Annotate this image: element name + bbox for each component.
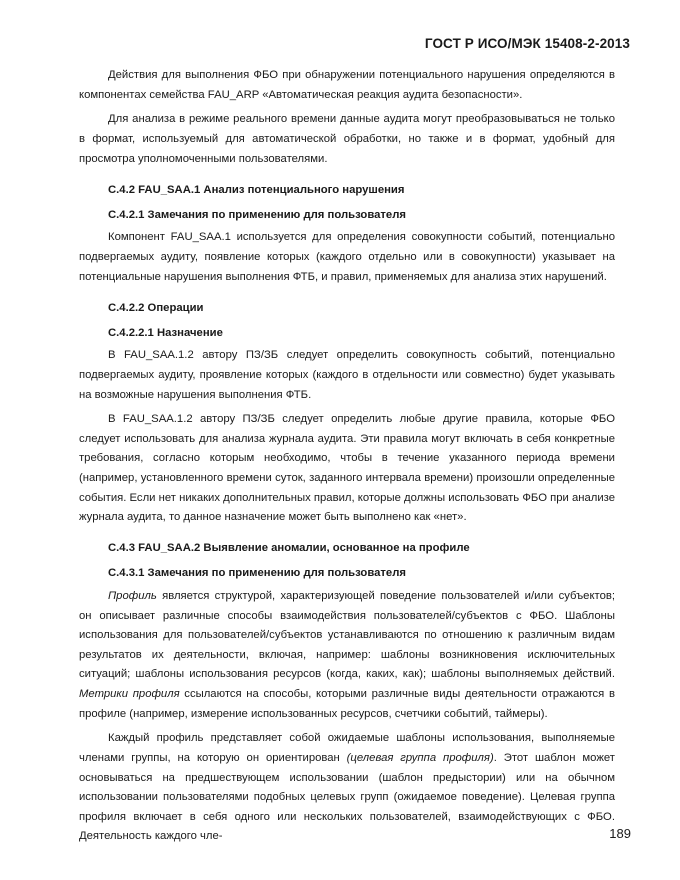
section-heading-c421: С.4.2.1 Замечания по применению для пользователя bbox=[108, 208, 406, 221]
text-target-part-b: . Этот шаблон может основываться на предшествующем использовании (шаблон предыстории) или на обычном использовании пользователями подобных целевых групп (ожидаемое поведение). Целевая группа профиля включает в себя одного или нескольких пользователей, взаимодействующих с ФБО. Деятельность каждого чле- bbox=[79, 751, 615, 843]
text-profile-part-b: ссылаются на способы, которыми различные виды деятельности отражаются в профиле (например, измерение использованных ресурсов, счетчики событий, таймеры). bbox=[79, 688, 615, 720]
paragraph-c431-target-group bbox=[79, 729, 615, 847]
paragraph-c4221-events: В FAU_SAA.1.2 автору ПЗ/ЗБ следует определить совокупность событий, потенциально подвергаемых аудиту, проявление которых (каждого в отдельности или совместно) будет указывать на возможные нарушения выполнения ФТБ. bbox=[79, 349, 615, 401]
paragraph-c431-profile bbox=[79, 587, 615, 724]
paragraph-c4221-rules: В FAU_SAA.1.2 автору ПЗ/ЗБ следует определить любые другие правила, которые ФБО следует использовать для анализа журнала аудита. Эти правила могут включать в себя конкретные требования, согласно которым необходимо, чтобы в течение указанного периода времени (например, установленного времени суток, заданного интервала времени) произошли определенные события. Если нет никаких дополнительных правил, которые должны использовать ФБО при анализе журнала аудита, то данное назначение может быть выполнено как «нет». bbox=[79, 413, 616, 524]
section-heading-c431: С.4.3.1 Замечания по применению для пользователя bbox=[108, 567, 406, 580]
term-profile: Профиль bbox=[108, 590, 157, 603]
text-target-part-a: Каждый профиль представляет собой ожидаемые шаблоны использования, выполняемые членами группы, на которую он ориентирован bbox=[79, 732, 615, 764]
page-header-standard: ГОСТ Р ИСО/МЭК 15408-2-2013 bbox=[424, 36, 630, 51]
section-heading-c42: С.4.2 FAU_SAA.1 Анализ потенциального нарушения bbox=[108, 183, 405, 196]
paragraph-fau-arp: Действия для выполнения ФБО при обнаружении потенциального нарушения определяются в компонентах семейства FAU_ARP «Автоматическая реакция аудита безопасности». bbox=[79, 69, 615, 101]
document-body bbox=[79, 66, 615, 847]
paragraph-c421: Компонент FAU_SAA.1 используется для определения совокупности событий, потенциально подвергаемых аудиту, появление которых (каждого отдельно или в совокупности) указывает на потенциальные нарушения выполнения ФТБ, и правил, применяемых для анализа этих нарушений. bbox=[79, 231, 615, 283]
page-number: 189 bbox=[609, 826, 631, 841]
section-heading-c422: С.4.2.2 Операции bbox=[108, 301, 204, 314]
term-target-group: (целевая группа профиля) bbox=[346, 751, 494, 764]
paragraph-realtime-analysis: Для анализа в режиме реального времени данные аудита могут преобразовываться не только в формат, используемый для автоматической обработки, но также и в формат, удобный для просмотра уполномоченными пользователями. bbox=[79, 113, 615, 165]
section-heading-c4221: С.4.2.2.1 Назначение bbox=[108, 326, 223, 339]
section-heading-c43: С.4.3 FAU_SAA.2 Выявление аномалии, основанное на профиле bbox=[108, 542, 470, 555]
term-profile-metrics: Метрики профиля bbox=[79, 688, 180, 700]
text-profile-part-a: является структурой, характеризующей поведение пользователей и/или субъектов; он описывает различные способы взаимодействия пользователей/субъектов с ФБО. Шаблоны использования для пользователей/субъектов устанавливаются по отношению к различным видам результатов их деятельности, включая, например: шаблоны возникновения исключительных ситуаций; шаблоны использования ресурсов (когда, каких, как); шаблоны выполняемых действий. bbox=[79, 590, 615, 681]
